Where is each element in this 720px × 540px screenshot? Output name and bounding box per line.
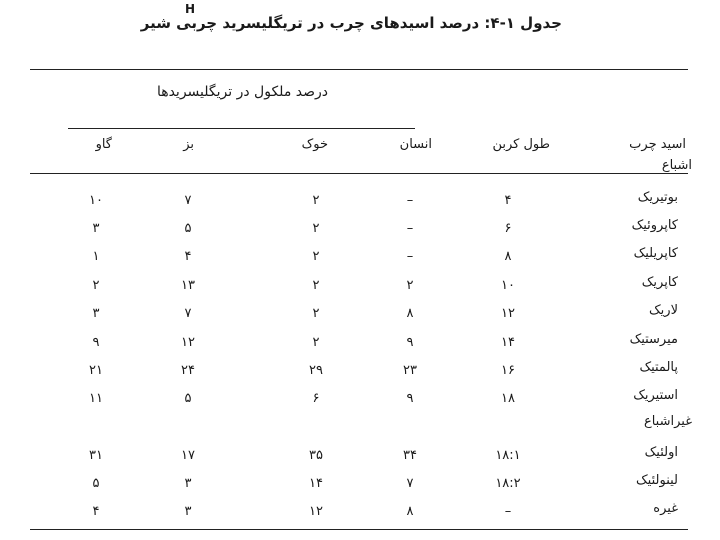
row-name: کاپروئیک	[631, 218, 678, 233]
cell-pig: ۲	[312, 306, 320, 321]
header-goat: بز	[183, 137, 194, 152]
cell-human: ۸	[406, 504, 414, 519]
cell-pig: ۲۹	[309, 363, 323, 378]
row-name: میرستیک	[629, 332, 678, 347]
cell-human: ۹	[406, 391, 414, 406]
header-human: انسان	[399, 137, 432, 152]
cell-carbon: ۱۶	[501, 363, 515, 378]
cell-cow: ۱	[92, 249, 100, 264]
header-acid: اسید چرب	[629, 137, 686, 152]
cell-carbon: ۱۰	[501, 278, 515, 293]
row-name: کاپریلیک	[633, 246, 678, 261]
cell-goat: ۵	[184, 221, 192, 236]
cell-pig: ۲	[312, 193, 320, 208]
cell-cow: ۱۰	[89, 193, 103, 208]
section-saturated: اشباع	[661, 158, 692, 173]
header-pig: خوک	[301, 137, 328, 152]
cell-cow: ۳	[92, 306, 100, 321]
cell-carbon: ۱۸	[501, 391, 515, 406]
cell-goat: ۳	[184, 476, 192, 491]
cell-human: –	[406, 221, 414, 236]
cell-carbon: ۸	[504, 249, 512, 264]
cell-cow: ۲	[92, 278, 100, 293]
cell-goat: ۱۷	[181, 448, 195, 463]
row-name: بوتیریک	[637, 190, 678, 205]
cell-carbon: ۱۸:۱	[495, 448, 521, 463]
cell-goat: ۷	[184, 193, 192, 208]
cell-cow: ۵	[92, 476, 100, 491]
cell-human: ۸	[406, 306, 414, 321]
cell-human: ۳۴	[403, 448, 417, 463]
header-carbon: طول کربن	[492, 137, 550, 152]
row-name: اولئیک	[644, 445, 678, 460]
cell-human: –	[406, 193, 414, 208]
row-name: غیره	[653, 501, 678, 516]
cell-cow: ۳۱	[89, 448, 103, 463]
cell-goat: ۱۳	[181, 278, 195, 293]
cell-pig: ۱۲	[309, 504, 323, 519]
cell-carbon: –	[504, 504, 512, 519]
corner-mark: H	[185, 2, 196, 16]
cell-goat: ۵	[184, 391, 192, 406]
top-rule	[30, 69, 688, 70]
table-title: جدول ۱-۴: درصد اسیدهای چرب در تریگلیسرید چربی شیر	[140, 14, 562, 32]
cell-human: ۲	[406, 278, 414, 293]
cell-cow: ۱۱	[89, 391, 103, 406]
row-name: لاریک	[649, 303, 678, 318]
cell-carbon: ۱۴	[501, 335, 515, 350]
cell-human: ۲۳	[403, 363, 417, 378]
cell-human: ۹	[406, 335, 414, 350]
cell-cow: ۹	[92, 335, 100, 350]
cell-pig: ۲	[312, 221, 320, 236]
bottom-rule	[30, 529, 688, 530]
cell-pig: ۱۴	[309, 476, 323, 491]
header-rule	[30, 173, 688, 174]
cell-pig: ۶	[312, 391, 320, 406]
cell-carbon: ۶	[504, 221, 512, 236]
row-name: استیریک	[633, 388, 678, 403]
cell-human: ۷	[406, 476, 414, 491]
row-name: لینولئیک	[636, 473, 678, 488]
cell-goat: ۲۴	[181, 363, 195, 378]
cell-carbon: ۱۲	[501, 306, 515, 321]
cell-goat: ۱۲	[181, 335, 195, 350]
cell-pig: ۲	[312, 278, 320, 293]
section-unsaturated: غیراشباع	[643, 414, 692, 429]
cell-cow: ۳	[92, 221, 100, 236]
cell-human: –	[406, 249, 414, 264]
group-header: درصد ملکول در تریگلیسریدها	[156, 84, 328, 100]
group-rule	[68, 128, 415, 129]
cell-goat: ۳	[184, 504, 192, 519]
cell-pig: ۲	[312, 335, 320, 350]
row-name: کاپریک	[641, 275, 678, 290]
cell-goat: ۴	[184, 249, 192, 264]
cell-pig: ۳۵	[309, 448, 323, 463]
cell-cow: ۴	[92, 504, 100, 519]
cell-cow: ۲۱	[89, 363, 103, 378]
row-name: پالمتیک	[639, 360, 678, 375]
cell-carbon: ۴	[504, 193, 512, 208]
header-cow: گاو	[95, 137, 112, 152]
cell-pig: ۲	[312, 249, 320, 264]
cell-goat: ۷	[184, 306, 192, 321]
cell-carbon: ۱۸:۲	[495, 476, 521, 491]
